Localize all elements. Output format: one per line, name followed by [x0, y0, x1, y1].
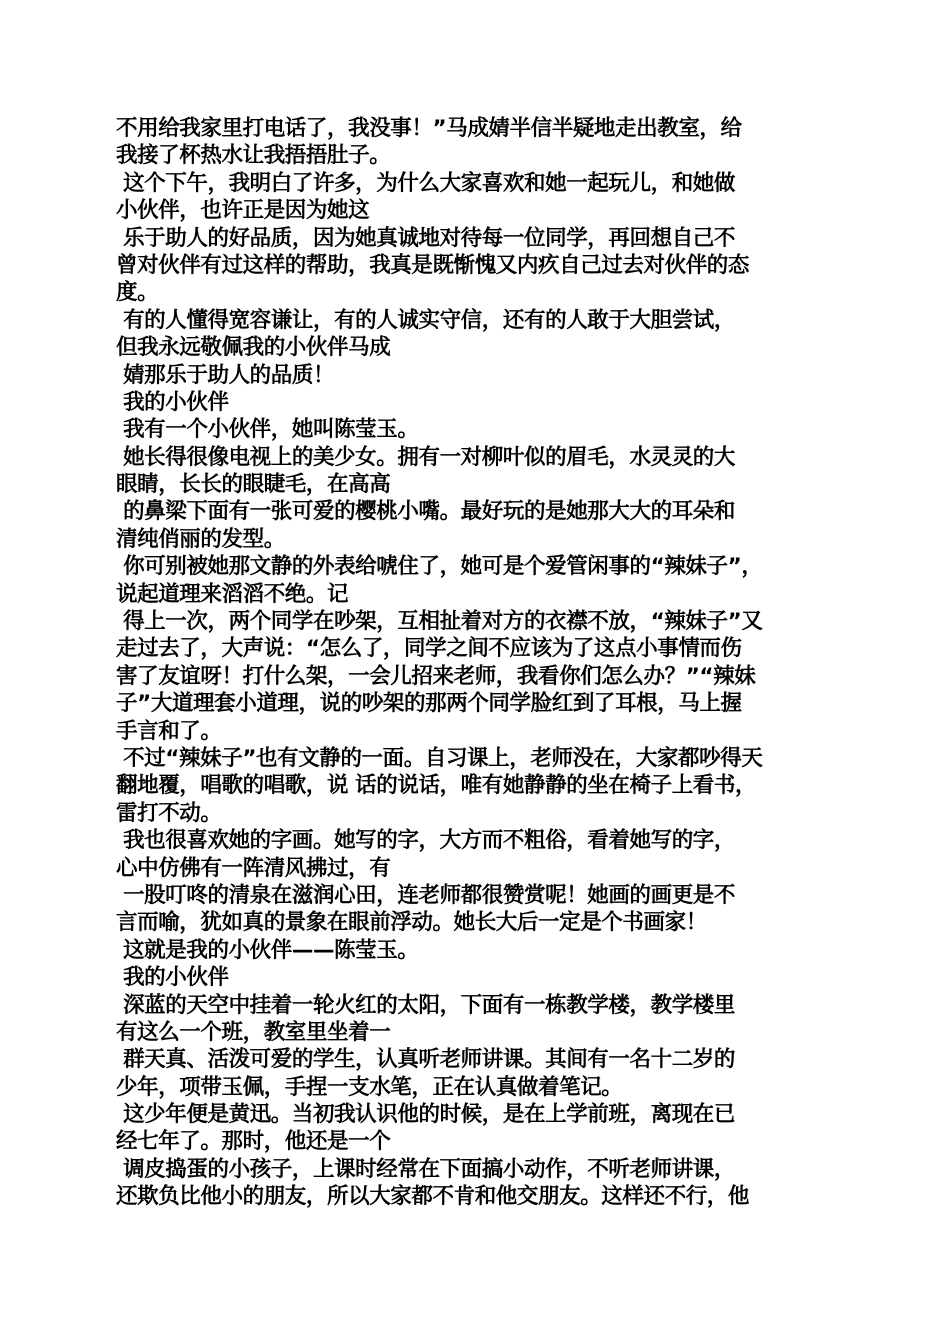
text-line: 调皮捣蛋的小孩子，上课时经常在下面搞小动作，不听老师讲课， — [116, 1156, 735, 1182]
text-line: 她长得很像电视上的美少女。拥有一对柳叶似的眉毛，水灵灵的大 — [116, 444, 735, 470]
text-line: 你可别被她那文静的外表给唬住了，她可是个爱管闲事的“辣妹子”， — [116, 554, 763, 580]
text-line: 的鼻梁下面有一张可爱的樱桃小嘴。最好玩的是她那大大的耳朵和 — [116, 499, 735, 525]
text-line: 小伙伴，也许正是因为她这 — [116, 198, 370, 224]
text-line: 有的人懂得宽容谦让，有的人诚实守信，还有的人敢于大胆尝试， — [116, 307, 735, 333]
text-line: 我也很喜欢她的字画。她写的字，大方而不粗俗，看着她写的字， — [116, 828, 735, 854]
text-line: 有这么一个班，教室里坐着一 — [116, 1019, 391, 1045]
text-line: 少年，项带玉佩，手捏一支水笔，正在认真做着笔记。 — [116, 1074, 623, 1100]
text-line: 子”大道理套小道理，说的吵架的那两个同学脸红到了耳根，马上握 — [116, 691, 742, 717]
text-line: 婧那乐于助人的品质！ — [116, 362, 335, 388]
text-line: 清纯俏丽的发型。 — [116, 526, 285, 552]
text-line: 翻地覆，唱歌的唱歌，说 话的说话，唯有她静静的坐在椅子上看书， — [116, 773, 757, 799]
text-line: 言而喻，犹如真的景象在眼前浮动。她长大后一定是个书画家！ — [116, 910, 707, 936]
text-line: 乐于助人的好品质，因为她真诚地对待每一位同学，再回想自己不 — [116, 225, 735, 251]
text-line: 得上一次，两个同学在吵架，互相扯着对方的衣襟不放，“辣妹子”又 — [116, 609, 763, 635]
text-line: 群天真、活泼可爱的学生，认真听老师讲课。其间有一名十二岁的 — [116, 1047, 735, 1073]
text-line: 经七年了。那时，他还是一个 — [116, 1129, 391, 1155]
text-line: 雷打不动。 — [116, 800, 222, 826]
text-line: 曾对伙伴有过这样的帮助，我真是既惭愧又内疚自己过去对伙伴的态 — [116, 252, 750, 278]
text-line: 害了友谊呀！打什么架，一会儿招来老师，我看你们怎么办？”“辣妹 — [116, 663, 756, 689]
text-line: 这就是我的小伙伴——陈莹玉。 — [116, 937, 419, 963]
text-line: 不过“辣妹子”也有文静的一面。自习课上，老师没在，大家都吵得天 — [116, 745, 763, 771]
text-line: 深蓝的天空中挂着一轮火红的太阳，下面有一栋教学楼，教学楼里 — [116, 992, 735, 1018]
text-line: 我有一个小伙伴，她叫陈莹玉。 — [116, 417, 419, 443]
text-line: 我接了杯热水让我捂捂肚子。 — [116, 143, 391, 169]
text-line: 眼睛，长长的眼睫毛，在高高 — [116, 472, 391, 498]
text-line: 心中仿佛有一阵清风拂过，有 — [116, 855, 391, 881]
text-line: 走过去了，大声说：“怎么了，同学之间不应该为了这点小事情而伤 — [116, 636, 742, 662]
text-line: 一股叮咚的清泉在滋润心田，连老师都很赞赏呢！她画的画更是不 — [116, 882, 735, 908]
text-line: 这少年便是黄迅。当初我认识他的时候，是在上学前班，离现在已 — [116, 1102, 735, 1128]
text-line: 说起道理来滔滔不绝。记 — [116, 581, 349, 607]
section-heading: 我的小伙伴 — [116, 389, 229, 415]
section-heading: 我的小伙伴 — [116, 965, 229, 991]
text-line: 不用给我家里打电话了，我没事！”马成婧半信半疑地走出教室，给 — [116, 116, 742, 141]
text-line: 还欺负比他小的朋友，所以大家都不肯和他交朋友。这样还不行，他 — [116, 1184, 750, 1210]
text-line: 但我永远敬佩我的小伙伴马成 — [116, 335, 391, 361]
text-line: 手言和了。 — [116, 718, 222, 744]
text-line: 这个下午，我明白了许多，为什么大家喜欢和她一起玩儿，和她做 — [116, 170, 735, 196]
document-body — [116, 115, 838, 1211]
text-line: 度。 — [116, 280, 159, 306]
